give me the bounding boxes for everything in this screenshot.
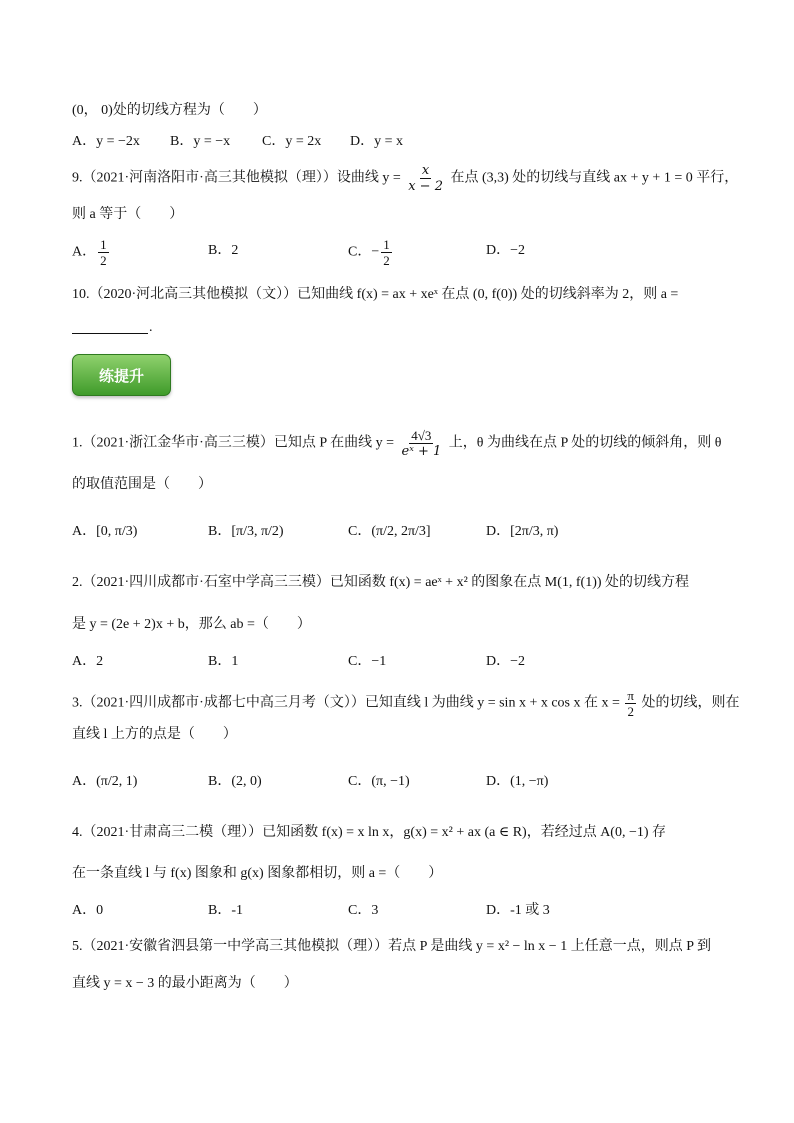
p1-option-b: B．[π/3, π/2) — [208, 524, 284, 539]
section-badge-label: 练提升 — [98, 366, 144, 385]
q9-fraction-num: x — [421, 163, 430, 178]
p1-stem — [72, 428, 721, 459]
q9-option-c — [348, 237, 394, 268]
q8-option-d: D．y = x — [350, 134, 404, 149]
p1-stem-post: 上，θ 为曲线在点 P 处的切线的倾斜角，则 θ — [448, 435, 722, 451]
p2-option-d: D．−2 — [486, 654, 526, 669]
p1-option-d: D．[2π/3, π) — [486, 524, 559, 539]
p2-line2: 是 y = (2e + 2)x + b，那么 ab =（ ） — [72, 617, 311, 632]
p4-option-d: D．-1 或 3 — [486, 903, 550, 918]
q8-option-b: B．y = −x — [170, 134, 231, 149]
q9-fraction — [406, 163, 445, 194]
q9-stem — [72, 163, 738, 194]
p3-fraction-num: π — [627, 688, 634, 703]
p2-option-a: A．2 — [72, 654, 104, 669]
q9-stem-post: 在点 (3,3) 处的切线与直线 ax + y + 1 = 0 平行， — [450, 170, 739, 186]
q9-option-c-fraction — [381, 237, 392, 268]
p3-option-b: B．(2, 0) — [208, 774, 262, 789]
p1-fraction-den: eˣ + 1 — [401, 444, 442, 459]
p4-line1: 4.（2021·甘肃高三二模（理））已知函数 f(x) = x ln x，g(x) = x² + ax (a ∈ R)，若经过点 A(0, −1) 存 — [72, 825, 667, 840]
p3-option-c: C．(π, −1) — [348, 774, 410, 789]
q9-option-c-label: C．− — [348, 244, 380, 260]
p1-option-c: C．(π/2, 2π/3] — [348, 524, 431, 539]
p1-stem-pre: 1.（2021·浙江金华市·高三三模）已知点 P 在曲线 y = — [72, 435, 394, 451]
p3-option-d: D．(1, −π) — [486, 774, 549, 789]
q9-line2: 则 a 等于（ ） — [72, 207, 184, 222]
p1-fraction — [400, 428, 444, 459]
p3-stem-post: 处的切线，则在 — [641, 695, 740, 711]
q9-fraction-den: x − 2 — [408, 179, 443, 194]
p1-option-a: A．[0, π/3) — [72, 524, 138, 539]
p3-line2: 直线 l 上方的点是（ ） — [72, 727, 237, 742]
p4-option-b: B．-1 — [208, 903, 243, 918]
p3-stem-pre: 3.（2021·四川成都市·成都七中高三月考（文））已知直线 l 为曲线 y = sin x + x cos x 在 x = — [72, 695, 620, 711]
p1-line2: 的取值范围是（ ） — [72, 477, 212, 492]
p3-fraction-den: 2 — [627, 704, 634, 719]
q9-option-a-num: 1 — [100, 237, 107, 252]
q9-option-a-label: A． — [72, 244, 97, 260]
q9-option-a-den: 2 — [100, 253, 107, 268]
p2-option-b: B．1 — [208, 654, 239, 669]
p4-option-c: C．3 — [348, 903, 379, 918]
p3-option-a: A．(π/2, 1) — [72, 774, 138, 789]
p5-line1: 5.（2021·安徽省泗县第一中学高三其他模拟（理））若点 P 是曲线 y = x² − ln x − 1 上任意一点，则点 P 到 — [72, 939, 711, 954]
p4-line2: 在一条直线 l 与 f(x) 图象和 g(x) 图象都相切，则 a =（ ） — [72, 866, 443, 881]
q8-option-a: A．y = −2x — [72, 134, 140, 149]
p4-option-a: A．0 — [72, 903, 104, 918]
q9-stem-pre: 9.（2021·河南洛阳市·高三其他模拟（理））设曲线 y = — [72, 170, 401, 186]
section-badge — [72, 354, 171, 396]
q9-option-b: B．2 — [208, 243, 239, 258]
p5-line2: 直线 y = x − 3 的最小距离为（ ） — [72, 976, 298, 991]
p3-stem — [72, 688, 739, 719]
q9-option-a — [72, 237, 111, 268]
p2-line1: 2.（2021·四川成都市·石室中学高三三模）已知函数 f(x) = aeˣ + x² 的图象在点 M(1, f(1)) 处的切线方程 — [72, 575, 690, 590]
p1-fraction-num: 4√3 — [411, 428, 432, 443]
q8-option-c: C．y = 2x — [262, 134, 322, 149]
q9-option-c-num: 1 — [383, 237, 390, 252]
q9-option-a-fraction — [98, 237, 109, 268]
q10-stem: 10.（2020·河北高三其他模拟（文））已知曲线 f(x) = ax + xeˣ 在点 (0, f(0)) 处的切线斜率为 2，则 a = — [72, 287, 679, 302]
p3-fraction — [625, 688, 636, 719]
q9-option-c-den: 2 — [383, 253, 390, 268]
q10-period: . — [149, 320, 153, 335]
q9-option-d: D．−2 — [486, 243, 526, 258]
q8-stem: (0， 0)处的切线方程为（ ） — [72, 103, 267, 118]
answer-blank — [72, 333, 148, 334]
p2-option-c: C．−1 — [348, 654, 387, 669]
